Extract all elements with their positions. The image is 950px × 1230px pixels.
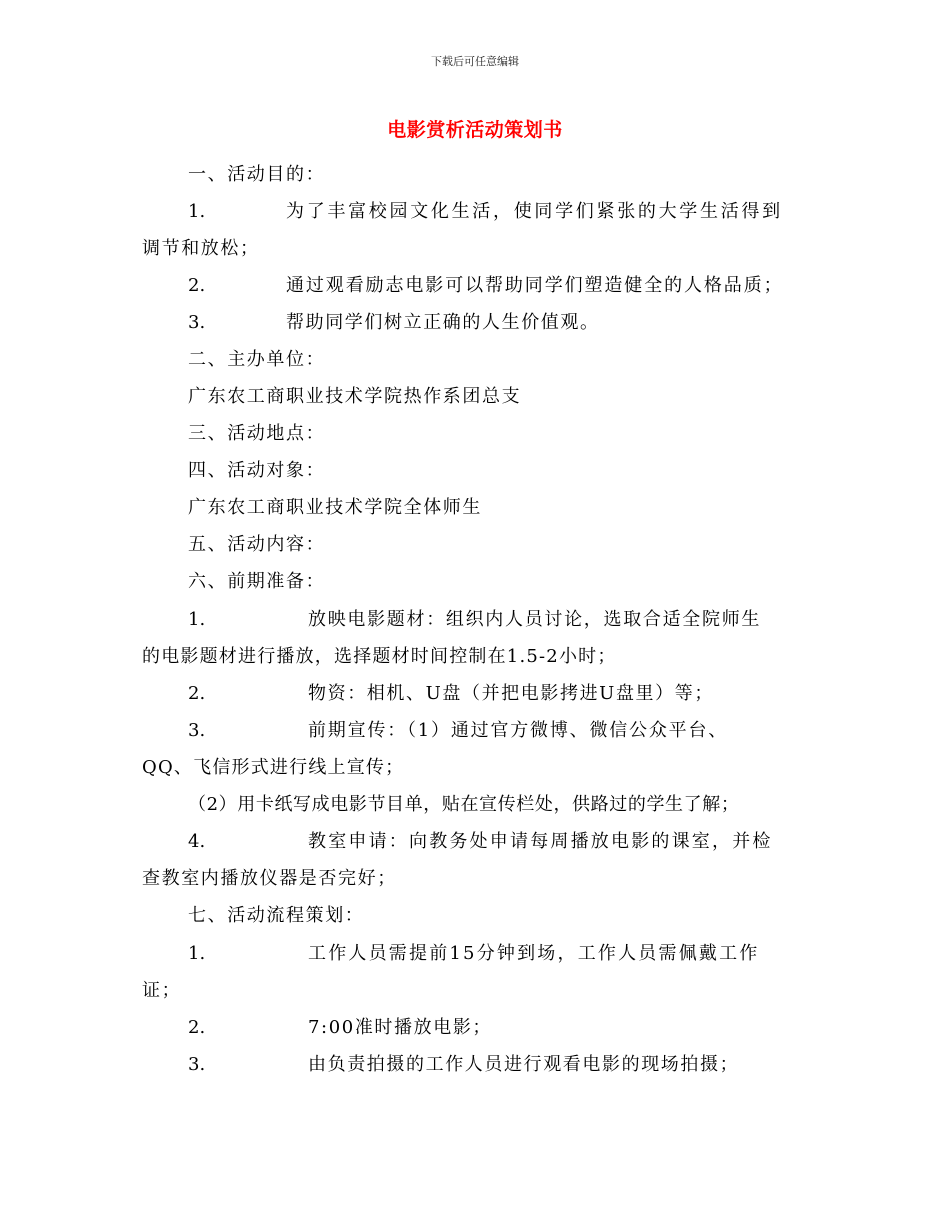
section-heading-process: 七、活动流程策划： bbox=[188, 905, 365, 926]
purpose-item-number: 3. bbox=[188, 312, 206, 333]
organizer-text: 广东农工商职业技术学院热作系团总支 bbox=[188, 386, 522, 407]
purpose-item-number: 1. bbox=[188, 201, 206, 222]
process-item-text: 工作人员需提前15分钟到场，工作人员需佩戴工作 bbox=[308, 943, 760, 964]
section-heading-preparation: 六、前期准备： bbox=[188, 571, 326, 592]
audience-text: 广东农工商职业技术学院全体师生 bbox=[188, 497, 482, 518]
preparation-item-text-continued: 查教室内播放仪器是否完好； bbox=[142, 868, 397, 889]
preparation-item-number: 1. bbox=[188, 609, 206, 630]
process-item-number: 1. bbox=[188, 943, 206, 964]
preparation-item-text-continued: 的电影题材进行播放，选择题材时间控制在1.5-2小时； bbox=[142, 646, 617, 667]
preparation-item-text: 前期宣传：（1）通过官方微博、微信公众平台、 bbox=[308, 720, 729, 741]
document-title: 电影赏析活动策划书 bbox=[387, 119, 563, 141]
purpose-item-text: 帮助同学们树立正确的人生价值观。 bbox=[286, 312, 600, 333]
preparation-item-number: 4. bbox=[188, 831, 206, 852]
section-heading-organizer: 二、主办单位： bbox=[188, 349, 326, 370]
purpose-item-text: 通过观看励志电影可以帮助同学们塑造健全的人格品质； bbox=[286, 275, 784, 296]
purpose-item-number: 2. bbox=[188, 275, 206, 296]
purpose-item-text: 为了丰富校园文化生活，使同学们紧张的大学生活得到 bbox=[286, 201, 783, 222]
preparation-item-text: 放映电影题材：组织内人员讨论，选取合适全院师生 bbox=[308, 609, 762, 630]
preparation-item-text: 教室申请：向教务处申请每周播放电影的课室，并检 bbox=[308, 831, 773, 852]
preparation-item-text: 物资：相机、U盘（并把电影拷进U盘里）等； bbox=[308, 683, 714, 704]
process-item-number: 3. bbox=[188, 1054, 206, 1075]
section-heading-audience: 四、活动对象： bbox=[188, 460, 326, 481]
process-item-number: 2. bbox=[188, 1017, 206, 1038]
preparation-item-number: 3. bbox=[188, 720, 206, 741]
section-heading-content: 五、活动内容： bbox=[188, 534, 326, 555]
process-item-text: 由负责拍摄的工作人员进行观看电影的现场拍摄； bbox=[308, 1054, 740, 1075]
preparation-item-text-continued: QQ、飞信形式进行线上宣传； bbox=[142, 757, 405, 778]
process-item-text: 7:00准时播放电影； bbox=[308, 1017, 493, 1038]
section-heading-purpose: 一、活动目的： bbox=[188, 164, 326, 185]
purpose-item-text-continued: 调节和放松； bbox=[142, 238, 260, 259]
page-header: 下载后可任意编辑 bbox=[431, 55, 519, 68]
preparation-item-text-continued: （2）用卡纸写成电影节目单，贴在宣传栏处，供路过的学生了解； bbox=[188, 794, 740, 815]
section-heading-location: 三、活动地点： bbox=[188, 423, 326, 444]
preparation-item-number: 2. bbox=[188, 683, 206, 704]
process-item-text-continued: 证； bbox=[142, 980, 182, 1001]
